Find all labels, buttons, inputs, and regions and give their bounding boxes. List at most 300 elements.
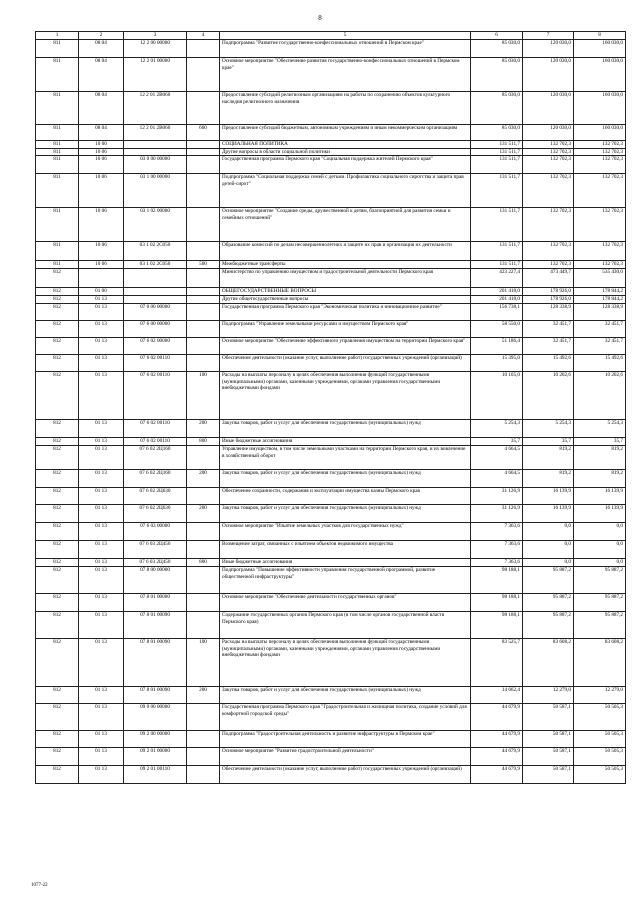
column-header: 2 — [79, 32, 124, 40]
footer-code: 1077-22 — [31, 883, 48, 888]
table-row — [36, 559, 626, 567]
cell-year3: 178 844,2 — [574, 288, 626, 296]
cell-year1: 85 030,0 — [471, 125, 523, 141]
table-row — [36, 148, 626, 156]
cell-rz: 812 — [36, 766, 79, 784]
cell-name: Основное мероприятие "Обеспечение развития государственно-конфессиональных отношений в Пермском крае" — [220, 58, 471, 92]
cell-name: Основное мероприятие "Изъятие земельных участков для государственных нужд" — [220, 523, 471, 541]
cell-year2: 32 451,7 — [523, 321, 574, 338]
cell-csr — [124, 148, 187, 156]
cell-year2: 16 139,9 — [523, 488, 574, 505]
cell-section: 01 13 — [79, 612, 124, 639]
cell-vr — [187, 446, 220, 470]
cell-section: 01 13 — [79, 438, 124, 446]
cell-year1: 201 418,0 — [471, 296, 523, 304]
cell-year2: 178 926,0 — [523, 296, 574, 304]
cell-year2: 10 202,6 — [523, 372, 574, 420]
cell-rz: 812 — [36, 372, 79, 420]
cell-vr — [187, 288, 220, 296]
cell-csr: 12 2 01 2В060 — [124, 92, 187, 125]
header-row — [36, 32, 626, 40]
cell-year1: 44 679,9 — [471, 704, 523, 731]
cell-year3: 15 492,6 — [574, 355, 626, 372]
cell-name: Подпрограмма "Повышение эффективности управления государственной программой, развитие общественной инфраструктуры" — [220, 567, 471, 594]
cell-vr: 200 — [187, 420, 220, 438]
cell-year3: 50 505,3 — [574, 731, 626, 748]
table-body — [36, 40, 626, 784]
cell-rz: 812 — [36, 704, 79, 731]
cell-csr — [124, 141, 187, 149]
cell-rz: 812 — [36, 748, 79, 766]
cell-section: 01 13 — [79, 470, 124, 488]
cell-vr — [187, 148, 220, 156]
cell-year1: 4 664,5 — [471, 446, 523, 470]
cell-name: Министерство по управлению имуществом и градостроительной деятельности Пермского края — [220, 269, 471, 288]
table-row — [36, 594, 626, 612]
cell-rz: 812 — [36, 541, 79, 559]
cell-year2: 50 587,1 — [523, 748, 574, 766]
cell-year3: 0,0 — [574, 523, 626, 541]
cell-year1: 4 664,5 — [471, 470, 523, 488]
cell-section: 10 06 — [79, 156, 124, 174]
cell-rz: 812 — [36, 296, 79, 304]
table-row — [36, 304, 626, 321]
cell-year3: 132 702,3 — [574, 261, 626, 269]
cell-year2: 819,2 — [523, 446, 574, 470]
table-row — [36, 731, 626, 748]
cell-rz: 812 — [36, 321, 79, 338]
column-header: 6 — [471, 32, 523, 40]
cell-name: Межбюджетные трансферты — [220, 261, 471, 269]
table-row — [36, 269, 626, 288]
table-row — [36, 40, 626, 58]
cell-year2: 132 702,3 — [523, 208, 574, 242]
cell-year1: 85 030,0 — [471, 40, 523, 58]
cell-year3: 16 139,9 — [574, 488, 626, 505]
cell-year3: 160 030,0 — [574, 92, 626, 125]
cell-year2: 32 451,7 — [523, 338, 574, 355]
cell-year3: 32 451,7 — [574, 338, 626, 355]
cell-year2: 50 587,1 — [523, 731, 574, 748]
cell-year3: 50 505,3 — [574, 748, 626, 766]
cell-section: 01 13 — [79, 639, 124, 687]
cell-csr: 07 6 02 00000 — [124, 338, 187, 355]
table-row — [36, 446, 626, 470]
cell-csr: 07 6 03 2Ц450 — [124, 541, 187, 559]
cell-section: 10 06 — [79, 148, 124, 156]
cell-name: Иные бюджетные ассигнования — [220, 438, 471, 446]
cell-csr: 12 2 01 2В060 — [124, 125, 187, 141]
cell-name: Закупка товаров, работ и услуг для обеспечения государственных (муниципальных) нужд — [220, 687, 471, 704]
cell-year3: 132 702,3 — [574, 174, 626, 208]
table-row — [36, 125, 626, 141]
table-row — [36, 321, 626, 338]
cell-year1: 98 188,1 — [471, 612, 523, 639]
cell-rz: 812 — [36, 355, 79, 372]
cell-csr: 07 6 02 2Ц630 — [124, 505, 187, 523]
cell-year1: 423 227,4 — [471, 269, 523, 288]
cell-rz: 812 — [36, 288, 79, 296]
cell-rz: 812 — [36, 488, 79, 505]
cell-rz: 811 — [36, 148, 79, 156]
cell-name: Основное мероприятие "Создание среды, дружественной к детям, благоприятной для развития семьи и семейных отношений" — [220, 208, 471, 242]
cell-section: 08 04 — [79, 58, 124, 92]
cell-year3: 160 030,0 — [574, 58, 626, 92]
table-row — [36, 748, 626, 766]
cell-year1: 44 679,9 — [471, 731, 523, 748]
cell-year1: 83 525,7 — [471, 639, 523, 687]
cell-section: 01 00 — [79, 288, 124, 296]
cell-name: Основное мероприятие "Развитие градостроительной деятельности" — [220, 748, 471, 766]
cell-name: Управление имуществом, в том числе земельными участками на территории Пермского края, и их вовлечение в хозяйственный оборот — [220, 446, 471, 470]
table-row — [36, 505, 626, 523]
cell-vr — [187, 731, 220, 748]
cell-name: Другие вопросы в области социальной политики — [220, 148, 471, 156]
cell-section: 10 06 — [79, 261, 124, 269]
cell-name: Возмещение затрат, связанных с изъятием объектов недвижимого имущества — [220, 541, 471, 559]
cell-year1: 131 511,7 — [471, 156, 523, 174]
cell-rz: 812 — [36, 594, 79, 612]
cell-name: Содержание государственных органов Пермского края (в том числе органов государственной власти Пермского края) — [220, 612, 471, 639]
cell-csr: 07 8 01 00090 — [124, 687, 187, 704]
cell-year1: 7 363,6 — [471, 541, 523, 559]
table-row — [36, 488, 626, 505]
cell-vr: 500 — [187, 261, 220, 269]
cell-vr — [187, 567, 220, 594]
cell-csr — [124, 296, 187, 304]
cell-name: Подпрограмма "Развитие государственно-конфессиональных отношений в Пермском крае" — [220, 40, 471, 58]
cell-year2: 95 887,2 — [523, 612, 574, 639]
cell-year3: 132 702,3 — [574, 148, 626, 156]
cell-year3: 160 030,0 — [574, 40, 626, 58]
cell-rz: 811 — [36, 125, 79, 141]
table-row — [36, 208, 626, 242]
table-row — [36, 338, 626, 355]
cell-year2: 0,0 — [523, 541, 574, 559]
cell-csr: 09 0 00 00000 — [124, 704, 187, 731]
cell-section: 01 13 — [79, 766, 124, 784]
cell-csr: 03 1 02 00000 — [124, 208, 187, 242]
table-row — [36, 567, 626, 594]
cell-year2: 132 702,3 — [523, 174, 574, 208]
cell-vr — [187, 174, 220, 208]
cell-section: 01 13 — [79, 446, 124, 470]
cell-year1: 201 418,0 — [471, 288, 523, 296]
table-row — [36, 58, 626, 92]
cell-year2: 120 030,0 — [523, 92, 574, 125]
cell-year3: 132 702,3 — [574, 141, 626, 149]
cell-year1: 31 126,9 — [471, 488, 523, 505]
cell-name: Обеспечение деятельности (оказание услуг, выполнение работ) государственных учреждений (организаций) — [220, 766, 471, 784]
table-row — [36, 156, 626, 174]
cell-rz: 811 — [36, 58, 79, 92]
cell-vr — [187, 766, 220, 784]
cell-year2: 132 702,3 — [523, 261, 574, 269]
cell-name: Предоставление субсидий бюджетным, автономным учреждениям и иным некоммерческим организациям — [220, 125, 471, 141]
cell-csr: 07 0 00 00000 — [124, 304, 187, 321]
cell-rz: 811 — [36, 141, 79, 149]
budget-table — [35, 31, 626, 784]
cell-csr — [124, 269, 187, 288]
cell-name: Закупка товаров, работ и услуг для обеспечения государственных (муниципальных) нужд — [220, 420, 471, 438]
cell-vr — [187, 748, 220, 766]
cell-year2: 0,0 — [523, 559, 574, 567]
cell-rz: 812 — [36, 567, 79, 594]
cell-rz: 812 — [36, 338, 79, 355]
cell-year3: 12 279,0 — [574, 687, 626, 704]
cell-year3: 10 202,6 — [574, 372, 626, 420]
cell-csr: 09 2 01 00110 — [124, 766, 187, 784]
cell-year2: 95 887,2 — [523, 594, 574, 612]
cell-year1: 98 188,1 — [471, 567, 523, 594]
table-row — [36, 704, 626, 731]
cell-year1: 98 188,1 — [471, 594, 523, 612]
cell-vr — [187, 488, 220, 505]
cell-section: 01 13 — [79, 420, 124, 438]
cell-year1: 44 679,9 — [471, 766, 523, 784]
column-header: 5 — [220, 32, 471, 40]
cell-csr: 07 6 02 00110 — [124, 438, 187, 446]
cell-vr — [187, 338, 220, 355]
cell-csr: 07 6 02 00110 — [124, 420, 187, 438]
cell-year1: 131 511,7 — [471, 242, 523, 261]
cell-year2: 50 587,1 — [523, 704, 574, 731]
cell-name: Закупка товаров, работ и услуг для обеспечения государственных (муниципальных) нужд — [220, 505, 471, 523]
table-row — [36, 296, 626, 304]
cell-section: 01 13 — [79, 704, 124, 731]
table-row — [36, 639, 626, 687]
cell-section: 10 00 — [79, 141, 124, 149]
cell-year3: 95 887,2 — [574, 567, 626, 594]
cell-name: Подпрограмма "Управление земельными ресурсами и имуществом Пермского края" — [220, 321, 471, 338]
cell-rz: 811 — [36, 208, 79, 242]
cell-csr: 12 2 01 00000 — [124, 58, 187, 92]
cell-vr — [187, 58, 220, 92]
cell-year3: 50 505,3 — [574, 704, 626, 731]
cell-section: 01 13 — [79, 296, 124, 304]
table-row — [36, 523, 626, 541]
cell-name: Другие общегосударственные вопросы — [220, 296, 471, 304]
cell-rz: 812 — [36, 446, 79, 470]
cell-section: 10 06 — [79, 242, 124, 261]
cell-csr: 07 6 03 00000 — [124, 523, 187, 541]
cell-section: 10 06 — [79, 174, 124, 208]
cell-year3: 178 844,2 — [574, 296, 626, 304]
cell-csr — [124, 288, 187, 296]
cell-section: 08 04 — [79, 40, 124, 58]
cell-section: 01 13 — [79, 338, 124, 355]
cell-csr: 07 6 02 2Ц630 — [124, 488, 187, 505]
cell-csr: 07 8 00 00000 — [124, 567, 187, 594]
cell-year3: 132 702,3 — [574, 208, 626, 242]
cell-section: 01 13 — [79, 559, 124, 567]
page-number: 8 — [318, 14, 322, 22]
table-row — [36, 612, 626, 639]
column-header: 3 — [124, 32, 187, 40]
cell-csr: 07 8 01 00000 — [124, 594, 187, 612]
cell-year3: 819,2 — [574, 446, 626, 470]
cell-section: 01 13 — [79, 321, 124, 338]
cell-name: Государственная программа Пермского края "Градостроительная и жилищная политика, создание условий для комфортной городской среды" — [220, 704, 471, 731]
table-row — [36, 174, 626, 208]
cell-section: 01 13 — [79, 541, 124, 559]
cell-year3: 16 139,9 — [574, 505, 626, 523]
cell-year1: 44 679,9 — [471, 748, 523, 766]
cell-csr: 07 6 03 2Ц450 — [124, 559, 187, 567]
cell-vr — [187, 355, 220, 372]
cell-year2: 12 279,0 — [523, 687, 574, 704]
cell-section: 08 04 — [79, 92, 124, 125]
cell-year1: 131 511,7 — [471, 261, 523, 269]
cell-rz: 812 — [36, 731, 79, 748]
cell-year2: 0,0 — [523, 523, 574, 541]
cell-year1: 35,7 — [471, 438, 523, 446]
cell-vr — [187, 296, 220, 304]
cell-name: Государственная программа Пермского края "Социальная поддержка жителей Пермского края" — [220, 156, 471, 174]
cell-vr: 200 — [187, 687, 220, 704]
cell-year2: 120 030,0 — [523, 58, 574, 92]
table-row — [36, 242, 626, 261]
cell-year3: 95 887,2 — [574, 612, 626, 639]
cell-year2: 132 702,3 — [523, 156, 574, 174]
cell-name: Подпрограмма "Социальная поддержка семей с детьми. Профилактика социального сиротства и защита прав детей-сирот" — [220, 174, 471, 208]
cell-section: 01 13 — [79, 731, 124, 748]
cell-section: 01 13 — [79, 594, 124, 612]
cell-csr: 09 2 01 00000 — [124, 748, 187, 766]
cell-year3: 0,0 — [574, 541, 626, 559]
cell-year3: 160 030,0 — [574, 125, 626, 141]
cell-name: Обеспечение деятельности (оказание услуг, выполнение работ) государственных учреждений (организаций) — [220, 355, 471, 372]
cell-section: 01 13 — [79, 488, 124, 505]
cell-year1: 10 105,0 — [471, 372, 523, 420]
cell-vr: 600 — [187, 125, 220, 141]
cell-name: Иные бюджетные ассигнования — [220, 559, 471, 567]
cell-year1: 85 030,0 — [471, 92, 523, 125]
cell-name: ОБЩЕГОСУДАРСТВЕННЫЕ ВОПРОСЫ — [220, 288, 471, 296]
cell-year1: 131 511,7 — [471, 174, 523, 208]
cell-year2: 178 926,0 — [523, 288, 574, 296]
cell-rz: 812 — [36, 438, 79, 446]
cell-year2: 128 338,9 — [523, 304, 574, 321]
cell-vr — [187, 156, 220, 174]
cell-name: Основное мероприятие "Обеспечение эффективного управления имуществом на территории Пермского края" — [220, 338, 471, 355]
cell-year3: 50 505,3 — [574, 766, 626, 784]
cell-rz: 812 — [36, 639, 79, 687]
table-row — [36, 141, 626, 149]
table-row — [36, 420, 626, 438]
cell-rz: 812 — [36, 470, 79, 488]
cell-year1: 7 363,6 — [471, 523, 523, 541]
cell-vr — [187, 612, 220, 639]
cell-vr — [187, 269, 220, 288]
cell-csr: 03 1 02 2С050 — [124, 261, 187, 269]
cell-year3: 132 702,3 — [574, 242, 626, 261]
cell-rz: 811 — [36, 156, 79, 174]
cell-vr — [187, 141, 220, 149]
cell-csr: 12 2 00 00000 — [124, 40, 187, 58]
cell-vr: 200 — [187, 470, 220, 488]
cell-year2: 16 139,9 — [523, 505, 574, 523]
table-row — [36, 541, 626, 559]
cell-vr — [187, 208, 220, 242]
cell-year2: 35,7 — [523, 438, 574, 446]
cell-vr: 800 — [187, 438, 220, 446]
cell-rz: 812 — [36, 687, 79, 704]
cell-year2: 5 254,3 — [523, 420, 574, 438]
cell-section: 01 13 — [79, 523, 124, 541]
cell-year3: 32 451,7 — [574, 321, 626, 338]
table-row — [36, 372, 626, 420]
column-header: 1 — [36, 32, 79, 40]
cell-vr — [187, 541, 220, 559]
cell-year3: 95 887,2 — [574, 594, 626, 612]
cell-name: Закупка товаров, работ и услуг для обеспечения государственных (муниципальных) нужд — [220, 470, 471, 488]
cell-name: Предоставление субсидий религиозным организациям на работы по сохранению объектов культурного наследия религиозного назначения — [220, 92, 471, 125]
cell-csr: 07 6 02 00110 — [124, 372, 187, 420]
cell-rz: 812 — [36, 523, 79, 541]
cell-year1: 85 030,0 — [471, 58, 523, 92]
cell-year1: 15 395,0 — [471, 355, 523, 372]
cell-csr: 07 8 01 00090 — [124, 612, 187, 639]
cell-rz: 812 — [36, 505, 79, 523]
cell-vr: 100 — [187, 639, 220, 687]
cell-rz: 812 — [36, 420, 79, 438]
cell-csr: 07 6 02 2Ц160 — [124, 446, 187, 470]
cell-name: СОЦИАЛЬНАЯ ПОЛИТИКА — [220, 141, 471, 149]
cell-rz: 811 — [36, 40, 79, 58]
cell-year2: 132 702,3 — [523, 242, 574, 261]
cell-year3: 0,0 — [574, 559, 626, 567]
cell-year1: 31 126,9 — [471, 505, 523, 523]
cell-name: Расходы на выплаты персоналу в целях обеспечения выполнения функций государственными (муниципальными) органами, казенными учреждениями, органами управления государственными внебюджетными фондами — [220, 639, 471, 687]
column-header: 7 — [523, 32, 574, 40]
cell-csr: 09 2 00 00000 — [124, 731, 187, 748]
cell-year1: 7 363,6 — [471, 559, 523, 567]
cell-csr: 03 1 00 00000 — [124, 174, 187, 208]
cell-year2: 15 492,6 — [523, 355, 574, 372]
cell-rz: 812 — [36, 612, 79, 639]
cell-year1: 5 254,3 — [471, 420, 523, 438]
cell-section: 01 13 — [79, 372, 124, 420]
cell-rz: 811 — [36, 92, 79, 125]
cell-year1: 156 738,1 — [471, 304, 523, 321]
cell-vr: 200 — [187, 505, 220, 523]
cell-year2: 83 608,2 — [523, 639, 574, 687]
cell-csr: 03 1 02 2С050 — [124, 242, 187, 261]
table-row — [36, 355, 626, 372]
cell-year2: 120 030,0 — [523, 40, 574, 58]
cell-rz: 811 — [36, 174, 79, 208]
cell-year1: 131 511,7 — [471, 141, 523, 149]
cell-rz: 812 — [36, 269, 79, 288]
cell-section: 01 13 — [79, 304, 124, 321]
cell-vr — [187, 594, 220, 612]
cell-year3: 535 430,0 — [574, 269, 626, 288]
table-row — [36, 766, 626, 784]
cell-vr — [187, 321, 220, 338]
table-row — [36, 288, 626, 296]
cell-year1: 131 511,7 — [471, 148, 523, 156]
column-header: 8 — [574, 32, 626, 40]
cell-year2: 132 702,3 — [523, 148, 574, 156]
cell-year2: 132 702,3 — [523, 141, 574, 149]
cell-rz: 812 — [36, 559, 79, 567]
table-row — [36, 92, 626, 125]
cell-year2: 120 030,0 — [523, 125, 574, 141]
cell-year1: 131 511,7 — [471, 208, 523, 242]
cell-section — [79, 269, 124, 288]
cell-year1: 58 550,0 — [471, 321, 523, 338]
